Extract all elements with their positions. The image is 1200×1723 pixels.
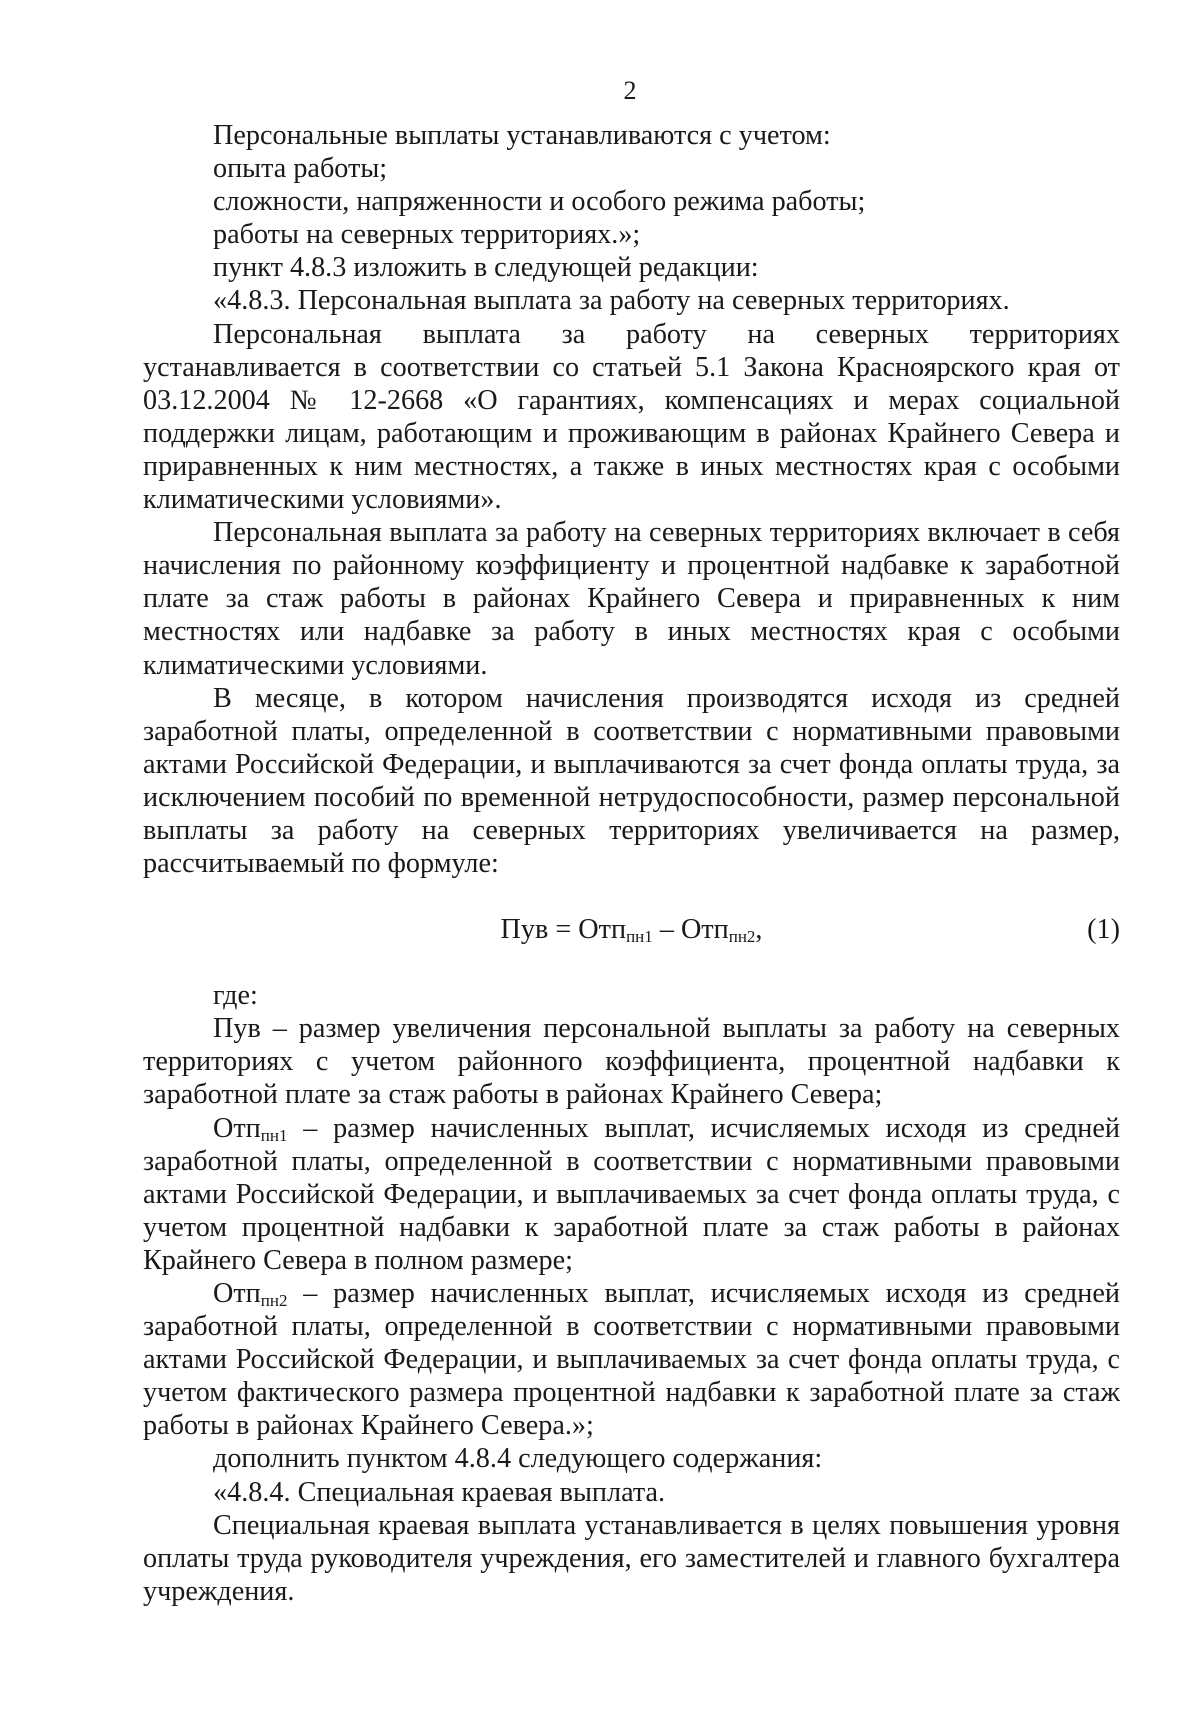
definition-puv: Пув – размер увеличения персональной выплаты за работу на северных территориях с учетом районного коэффициента, процентной надбавки к заработной плате за стаж работы в районах Крайнего Севера;	[143, 1013, 1120, 1111]
formula-block	[143, 913, 1120, 946]
document-body	[143, 119, 1120, 1608]
where-label: где:	[213, 980, 258, 1012]
paragraph-intro: Персональные выплаты устанавливаются с учетом:	[213, 120, 831, 151]
formula: Пув = Отп$_{пн1}$ – Отп$_{пн2}$,	[500, 914, 763, 947]
definition-otp-pn2: Отп$_{пн2}$ – размер начисленных выплат, исчисляемых исходя из средней заработной платы, определенной в соответствии с нормативными правовыми актами Российской Федерации, и выплачиваемых за счет фонда оплаты труда, с учетом фактического размера процентной надбавки к заработной плате за стаж работы в районах Крайнего Севера.»;	[143, 1278, 1120, 1442]
definition-otp-pn1: Отп$_{пн1}$ – размер начисленных выплат, исчисляемых исходя из средней заработной платы, определенной в соответствии с нормативными правовыми актами Российской Федерации, и выплачиваемых за счет фонда оплаты труда, с учетом процентной надбавки к заработной плате за стаж работы в районах Крайнего Севера в полном размере;	[143, 1112, 1120, 1276]
paragraph-north-payment-basis: Персональная выплата за работу на северных территориях устанавливается в соответствии со статьей 5.1 Закона Красноярского края от 03.12.2004 № 12-2668 «О гарантиях, компенсациях и мерах социальной поддержки лицам, работающим и проживающим в районах Крайнего Севера и приравненных к ним местностях, а также в иных местностях края с особыми климатическими условиями».	[143, 318, 1120, 516]
page-number: 2	[623, 76, 637, 105]
formula-subscript-1: пн1	[626, 927, 653, 947]
section-title-4-8-3: «4.8.3. Персональная выплата за работу на северных территориях.	[213, 285, 1010, 317]
list-item-north: работы на северных территориях.»;	[213, 219, 641, 251]
list-item-experience: опыта работы;	[213, 153, 388, 185]
formula-number: (1)	[1087, 914, 1120, 946]
paragraph-north-payment-includes: Персональная выплата за работу на северных территориях включает в себя начисления по районному коэффициенту и процентной надбавке к заработной плате за стаж работы в районах Крайнего Севера и приравненных к ним местностях или надбавке за работу в иных местностях края с особыми климатическими условиями.	[143, 517, 1120, 681]
paragraph-amendment-4-8-4: дополнить пунктом 4.8.4 следующего содержания:	[213, 1443, 823, 1475]
formula-subscript-2: пн2	[728, 927, 756, 947]
paragraph-special-payment: Специальная краевая выплата устанавливается в целях повышения уровня оплаты труда руководителя учреждения, его заместителей и главного бухгалтера учреждения.	[143, 1509, 1120, 1607]
section-title-4-8-4: «4.8.4. Специальная краевая выплата.	[213, 1476, 666, 1508]
paragraph-amendment-4-8-3: пункт 4.8.3 изложить в следующей редакции:	[213, 252, 759, 284]
paragraph-increase-rule: В месяце, в котором начисления производятся исходя из средней заработной платы, определенной в соответствии с нормативными правовыми актами Российской Федерации, и выплачиваются за счет фонда оплаты труда, за исключением пособий по временной нетрудоспособности, размер персональной выплаты за работу на северных территориях увеличивается на размер, рассчитываемый по формуле:	[143, 682, 1120, 880]
list-item-complexity: сложности, напряженности и особого режима работы;	[213, 186, 866, 218]
